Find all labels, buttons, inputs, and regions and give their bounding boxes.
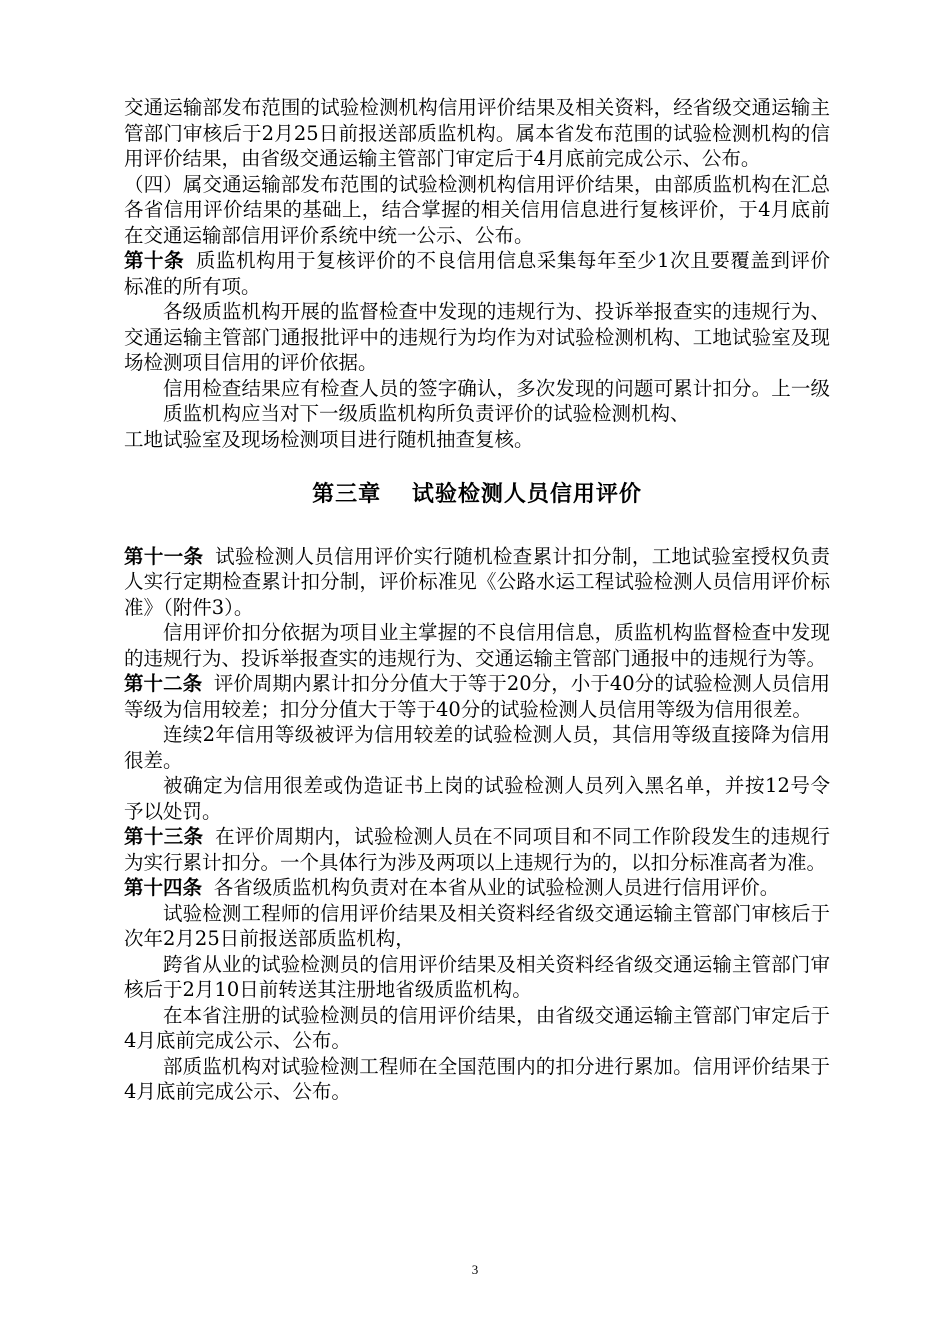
article-paragraph <box>124 824 830 875</box>
paragraph <box>124 1003 830 1054</box>
paragraph-text: 各省级质监机构负责对在本省从业的试验检测人员进行信用评价。 <box>213 876 780 899</box>
article-label: 第十二条 <box>124 672 203 695</box>
paragraph-text: 跨省从业的试验检测员的信用评价结果及相关资料经省级交通运输主管部门审核后于2月10日前转送其注册地省级质监机构。 <box>124 952 830 1001</box>
paragraph <box>124 427 830 453</box>
paragraph-text: （四）属交通运输部发布范围的试验检测机构信用评价结果，由部质监机构在汇总各省信用评价结果的基础上，结合掌握的相关信用信息进行复核评价，于4月底前在交通运输部信用评价系统中统一公示、公布。 <box>124 172 830 247</box>
paragraph <box>124 620 830 671</box>
paragraph-text: 在评价周期内，试验检测人员在不同项目和不同工作阶段发生的违规行为实行累计扣分。一个具体行为涉及两项以上违规行为的，以扣分标准高者为准。 <box>124 825 830 874</box>
paragraph-text: 部质监机构对试验检测工程师在全国范围内的扣分进行累加。信用评价结果于4月底前完成公示、公布。 <box>124 1054 830 1103</box>
section-bottom <box>124 544 830 1105</box>
paragraph-text: 工地试验室及现场检测项目进行随机抽查复核。 <box>124 427 534 451</box>
paragraph-text: 试验检测工程师的信用评价结果及相关资料经省级交通运输主管部门审核后于次年2月25日前报送部质监机构， <box>124 901 830 950</box>
paragraph <box>124 376 830 427</box>
paragraph <box>124 952 830 1003</box>
paragraph <box>124 172 830 249</box>
chapter-number: 第三章 <box>312 481 382 507</box>
page-number: 3 <box>471 1262 479 1277</box>
paragraph-text: 交通运输部发布范围的试验检测机构信用评价结果及相关资料，经省级交通运输主管部门审核后于2月25日前报送部质监机构。属本省发布范围的试验检测机构的信用评价结果，由省级交通运输主管部门审定后于4月底前完成公示、公布。 <box>124 96 830 170</box>
document-page <box>124 95 830 1105</box>
paragraph <box>124 95 830 172</box>
paragraph <box>124 1054 830 1105</box>
paragraph-text: 评价周期内累计扣分分值大于等于20分，小于40分的试验检测人员信用等级为信用较差；扣分分值大于等于40分的试验检测人员信用等级为信用很差。 <box>124 672 830 721</box>
section-top <box>124 95 830 452</box>
article-paragraph <box>124 248 830 299</box>
paragraph <box>124 299 830 376</box>
article-paragraph <box>124 875 830 901</box>
article-label: 第十四条 <box>124 876 203 899</box>
chapter-title: 试验检测人员信用评价 <box>411 481 642 507</box>
article-label: 第十三条 <box>124 825 204 848</box>
article-paragraph <box>124 544 830 621</box>
paragraph-text: 连续2年信用等级被评为信用较差的试验检测人员，其信用等级直接降为信用很差。 <box>124 723 830 772</box>
paragraph-text: 信用评价扣分依据为项目业主掌握的不良信用信息，质监机构监督检查中发现的违规行为、投诉举报查实的违规行为、交通运输主管部门通报中的违规行为等。 <box>124 621 830 670</box>
paragraph-text: 被确定为信用很差或伪造证书上岗的试验检测人员列入黑名单，并按12号令予以处罚。 <box>124 774 830 823</box>
article-label: 第十一条 <box>124 544 204 568</box>
paragraph-text: 质监机构用于复核评价的不良信用信息采集每年至少1次且要覆盖到评价标准的所有项。 <box>124 249 830 298</box>
paragraph-text: 各级质监机构开展的监督检查中发现的违规行为、投诉举报查实的违规行为、交通运输主管部门通报批评中的违规行为均作为对试验检测机构、工地试验室及现场检测项目信用的评价依据。 <box>124 300 830 374</box>
paragraph-text: 试验检测人员信用评价实行随机检查累计扣分制，工地试验室授权负责人实行定期检查累计扣分制，评价标准见《公路水运工程试验检测人员信用评价标准》（附件3）。 <box>124 544 830 619</box>
paragraph-text: 在本省注册的试验检测员的信用评价结果，由省级交通运输主管部门审定后于4月底前完成公示、公布。 <box>124 1003 830 1052</box>
article-label: 第十条 <box>124 249 185 272</box>
paragraph <box>124 773 830 824</box>
paragraph-text: 信用检查结果应有检查人员的签字确认，多次发现的问题可累计扣分。上一级质监机构应当对下一级质监机构所负责评价的试验检测机构、 <box>163 376 830 425</box>
paragraph <box>124 901 830 952</box>
chapter-heading <box>124 482 830 508</box>
article-paragraph <box>124 671 830 722</box>
paragraph <box>124 722 830 773</box>
